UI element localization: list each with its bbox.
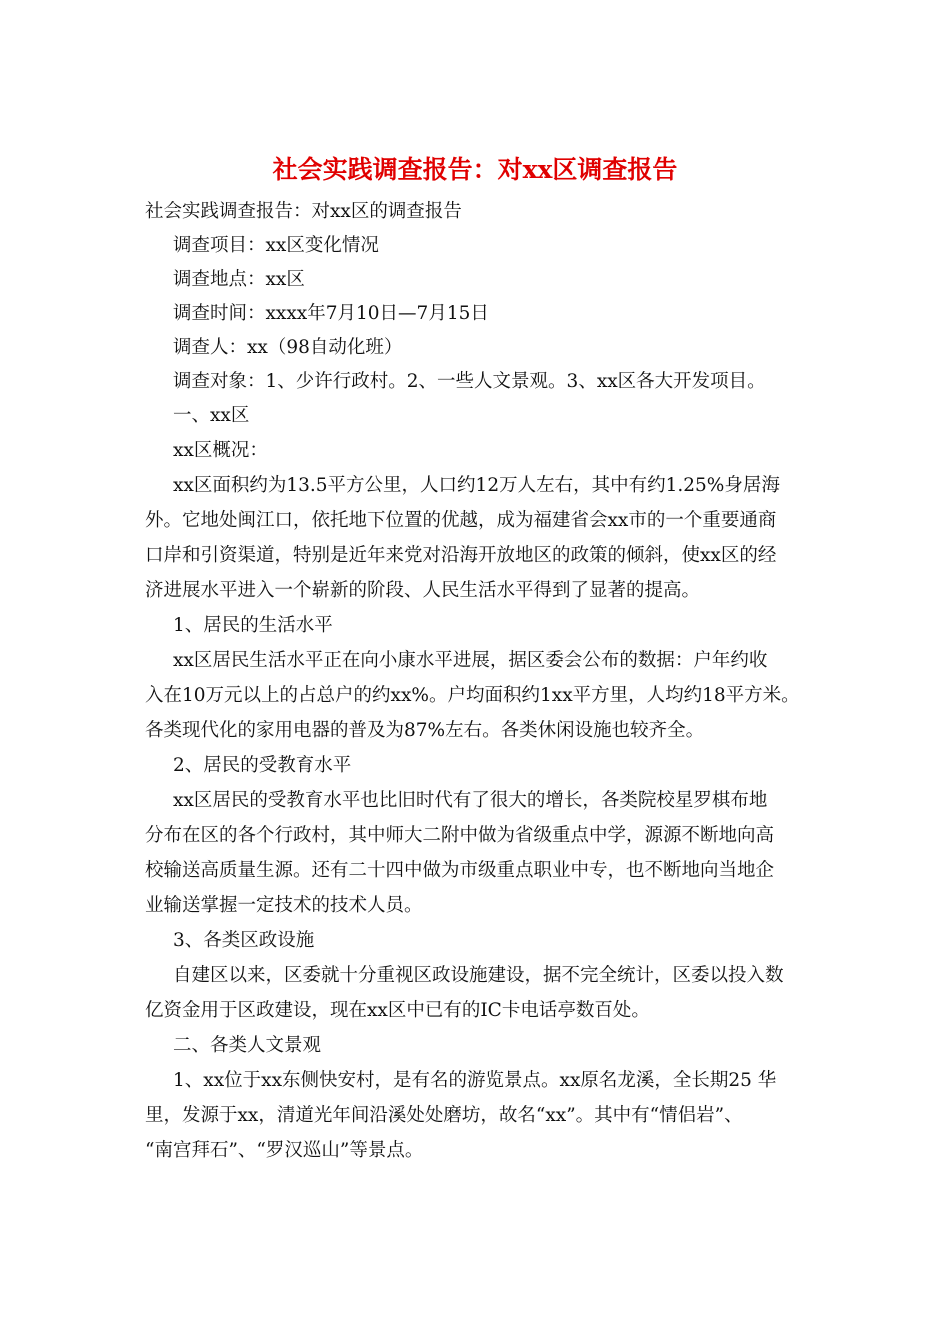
subtitle-line: 社会实践调查报告：对xx区的调查报告 bbox=[145, 201, 462, 222]
document-title: 社会实践调查报告：对xx区调查报告 bbox=[272, 155, 678, 184]
section-heading-2: 二、各类人文景观 bbox=[173, 1035, 322, 1056]
paragraph-line: 入在10万元以上的占总户的约xx%。户均面积约1xx平方里，人均约18平方米。 bbox=[145, 685, 800, 706]
paragraph-line: 分布在区的各个行政村，其中师大二附中做为省级重点中学，源源不断地向高 bbox=[145, 825, 775, 846]
subsection-overview: xx区概况： bbox=[173, 440, 268, 461]
paragraph-line: xx区面积约为13.5平方公里，人口约12万人左右，其中有约1.25%身居海 bbox=[173, 475, 780, 496]
paragraph-line: 校输送高质量生源。还有二十四中做为市级重点职业中专，也不断地向当地企 bbox=[145, 860, 775, 881]
paragraph-line: xx区居民生活水平正在向小康水平进展，据区委会公布的数据：户年约收 bbox=[173, 650, 768, 671]
survey-location: 调查地点：xx区 bbox=[173, 269, 305, 290]
subsection-heading: 2、居民的受教育水平 bbox=[173, 755, 352, 776]
subsection-heading: 1、居民的生活水平 bbox=[173, 615, 333, 636]
paragraph-line: 1、xx位于xx东侧快安村，是有名的游览景点。xx原名龙溪，全长期25 华 bbox=[173, 1070, 777, 1091]
survey-project: 调查项目：xx区变化情况 bbox=[173, 235, 379, 256]
paragraph-line: 自建区以来，区委就十分重视区政设施建设，据不完全统计，区委以投入数 bbox=[173, 965, 784, 986]
survey-objects: 调查对象：1、少许行政村。2、一些人文景观。3、xx区各大开发项目。 bbox=[173, 371, 766, 392]
paragraph-line: 各类现代化的家用电器的普及为87%左右。各类休闲设施也较齐全。 bbox=[145, 720, 705, 741]
survey-person: 调查人：xx（98自动化班） bbox=[173, 337, 403, 358]
paragraph-line: xx区居民的受教育水平也比旧时代有了很大的增长，各类院校星罗棋布地 bbox=[173, 790, 768, 811]
paragraph-line: 里，发源于xx，清道光年间沿溪处处磨坊，故名“xx”。其中有“情侣岩”、 bbox=[145, 1105, 743, 1126]
section-heading-1: 一、xx区 bbox=[173, 405, 250, 426]
paragraph-line: “南宫拜石”、“罗汉巡山”等景点。 bbox=[145, 1140, 424, 1161]
subsection-heading: 3、各类区政设施 bbox=[173, 930, 315, 951]
paragraph-line: 亿资金用于区政建设，现在xx区中已有的IC卡电话亭数百处。 bbox=[145, 1000, 650, 1021]
survey-time: 调查时间：xxxx年7月10日—7月15日 bbox=[173, 303, 489, 324]
paragraph-line: 业输送掌握一定技术的技术人员。 bbox=[145, 895, 423, 916]
paragraph-line: 外。它地处闽江口，依托地下位置的优越，成为福建省会xx市的一个重要通商 bbox=[145, 510, 777, 531]
paragraph-line: 口岸和引资渠道，特别是近年来党对沿海开放地区的政策的倾斜，使xx区的经 bbox=[145, 545, 777, 566]
paragraph-line: 济进展水平进入一个崭新的阶段、人民生活水平得到了显著的提高。 bbox=[145, 580, 701, 601]
